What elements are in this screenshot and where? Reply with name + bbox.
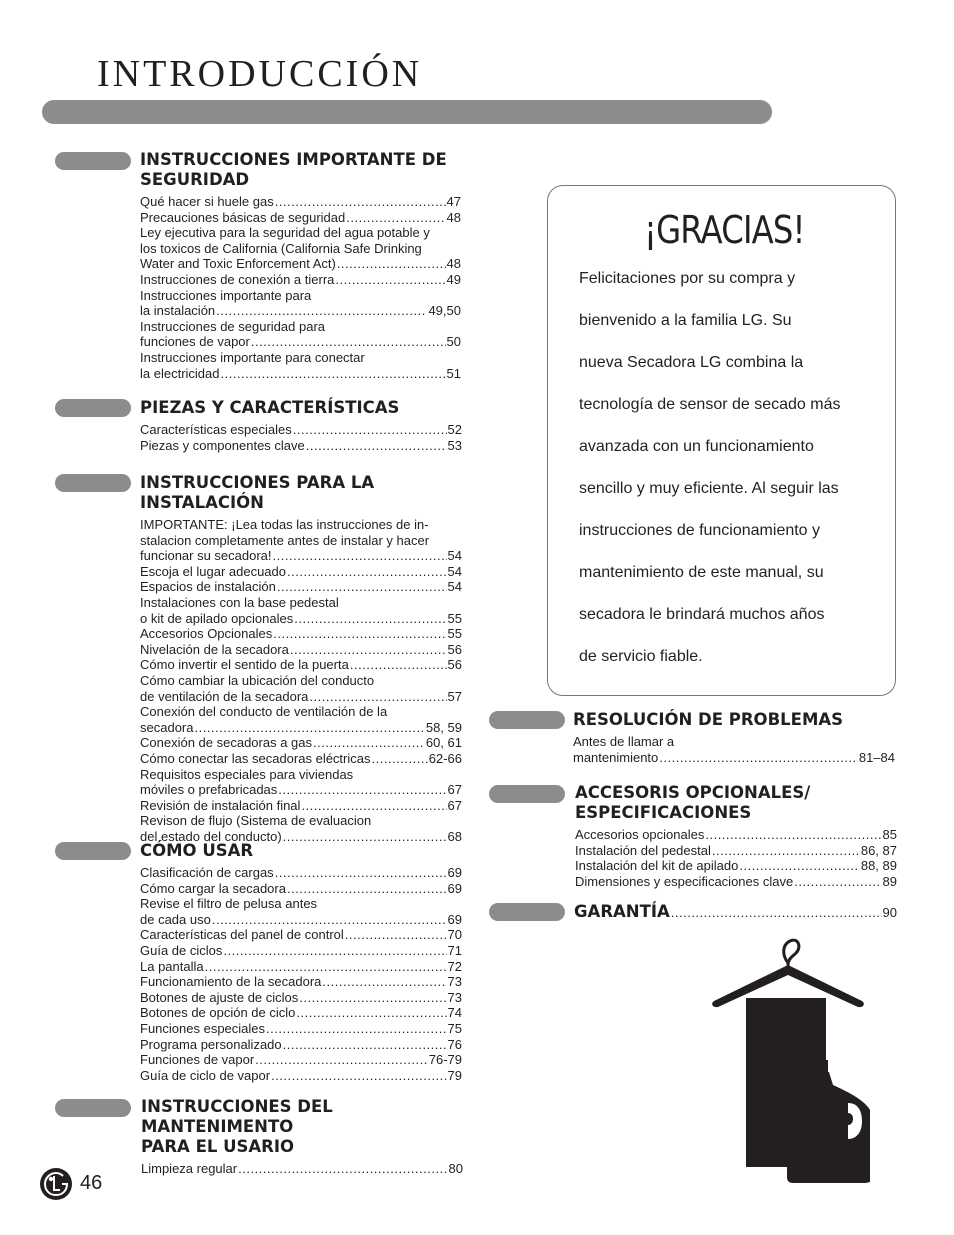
gracias-line: sencillo y muy eficiente. Al seguir las — [579, 480, 839, 497]
toc-entry — [140, 1021, 462, 1037]
toc-entry-page: 71 — [447, 942, 462, 958]
section-garantia — [574, 902, 897, 922]
leader-dots — [194, 720, 424, 736]
toc-entry-text: Conexión del conducto de ventilación de la — [140, 704, 388, 720]
toc-entry-text: Ley ejecutiva para la seguridad del agua potable y — [140, 225, 430, 241]
toc-entry — [140, 751, 462, 767]
leader-dots — [712, 843, 860, 859]
toc-entry-page: 54 — [447, 579, 462, 595]
section-title-line: CÓMO USAR — [140, 841, 254, 860]
toc-entry-page: 67 — [447, 797, 462, 813]
leader-dots — [273, 626, 446, 642]
toc-entry — [575, 843, 897, 859]
toc-entry — [573, 750, 895, 766]
toc-entry-text: Precauciones básicas de seguridad — [140, 209, 346, 225]
toc-entry-text: Botones de opción de ciclo — [140, 1005, 296, 1021]
toc-entry-text: Limpieza regular — [141, 1161, 238, 1176]
toc-entry-text: Accesorios Opcionales — [140, 626, 273, 642]
toc-list — [140, 865, 462, 1083]
toc-entry-page: 49,50 — [428, 303, 461, 319]
toc-entry-page: 88, 89 — [860, 858, 897, 874]
toc-entry-text: Funcionamiento de la secadora — [140, 974, 322, 990]
toc-entry-page: 81–84 — [858, 749, 895, 765]
leader-dots — [255, 1052, 428, 1068]
toc-entry-text: Guía de ciclos — [140, 942, 223, 958]
toc-entry-page: 67 — [447, 782, 462, 798]
leader-dots — [346, 210, 445, 226]
toc-entry-text: Instrucciones de seguridad para — [140, 318, 326, 334]
leader-dots — [299, 990, 446, 1006]
toc-entry — [140, 438, 462, 454]
toc-entry-text: Cómo cargar la secadora — [140, 880, 286, 896]
toc-entry-text: Instrucciones de conexión a tierra — [140, 271, 335, 287]
section-marker — [55, 474, 131, 492]
section-title-line: SEGURIDAD — [140, 170, 250, 189]
toc-entry — [140, 564, 462, 580]
toc-entry-page: 85 — [882, 827, 897, 842]
section-title — [140, 398, 462, 418]
leader-dots — [705, 827, 881, 843]
section-title-line: INSTRUCCIONES IMPORTANTE DE — [140, 150, 447, 169]
toc-entry-page: 49 — [446, 271, 461, 287]
toc-entry — [140, 782, 462, 798]
toc-entry-page: 48 — [446, 256, 461, 272]
leader-dots — [212, 912, 447, 928]
toc-entry-page: 48 — [446, 209, 461, 225]
section-title-line: INSTRUCCIONES PARA LA INSTALACIÓN — [140, 473, 375, 512]
toc-entry-text: Nivelación de la secadora — [140, 641, 289, 657]
toc-entry — [140, 990, 462, 1006]
toc-entry — [140, 865, 462, 881]
toc-entry-page: 57 — [447, 688, 462, 704]
section-marker — [489, 711, 565, 729]
toc-entry — [140, 881, 462, 897]
toc-entry-text: Funciones especiales — [140, 1020, 266, 1036]
toc-entry-text: del estado del conducto) — [140, 828, 282, 844]
leader-dots — [238, 1161, 447, 1177]
leader-dots — [275, 194, 446, 210]
gracias-line: bienvenido a la familia LG. Su — [579, 312, 792, 329]
toc-entry-page: 52 — [447, 422, 462, 437]
leader-dots — [306, 438, 447, 454]
leader-dots — [221, 366, 446, 382]
toc-entry-text: Características especiales — [140, 422, 292, 437]
toc-entry — [140, 1005, 462, 1021]
toc-entry-text: o kit de apilado opcionales — [140, 610, 294, 626]
leader-dots — [296, 1005, 446, 1021]
toc-entry-page: 79 — [447, 1067, 462, 1083]
toc-entry — [140, 720, 462, 736]
toc-entry-page: 70 — [447, 927, 462, 943]
toc-list — [141, 1161, 463, 1177]
toc-entry-text: Funciones de vapor — [140, 1052, 255, 1068]
toc-entry-page: 54 — [447, 548, 462, 564]
toc-entry-text: Conexión de secadoras a gas — [140, 735, 313, 751]
toc-entry-text: Instrucciones importante para conectar — [140, 349, 365, 365]
leader-dots — [266, 1021, 447, 1037]
gracias-text — [579, 258, 884, 678]
toc-list — [140, 422, 462, 453]
leader-dots — [301, 798, 446, 814]
gracias-line: mantenimiento de este manual, su — [579, 564, 824, 581]
toc-entry-page: 76 — [447, 1036, 462, 1052]
section-marker — [489, 785, 565, 803]
toc-entry — [140, 256, 461, 272]
toc-entry-text: La pantalla — [140, 958, 204, 974]
section-marker — [55, 1099, 131, 1117]
toc-entry — [140, 927, 462, 943]
toc-entry-text: la electricidad — [140, 365, 220, 381]
leader-dots — [277, 579, 447, 595]
toc-entry-text: Instrucciones importante para — [140, 287, 312, 303]
toc-entry-page: 54 — [447, 563, 462, 579]
toc-entry-text: funcionar su secadora! — [140, 548, 272, 564]
gracias-box — [547, 185, 896, 696]
leader-dots — [335, 272, 445, 288]
toc-list — [573, 734, 895, 765]
toc-entry — [140, 943, 462, 959]
toc-entry-text: IMPORTANTE: ¡Lea todas las instrucciones de in- — [140, 517, 429, 532]
toc-entry-text: mantenimiento — [573, 749, 659, 765]
gracias-heading: ¡GRACIAS! — [644, 208, 805, 252]
toc-entry-text: Dimensiones y especificaciones clave — [575, 873, 794, 889]
section-marker — [55, 842, 131, 860]
leader-dots — [293, 422, 447, 438]
section-resolucion — [573, 710, 895, 765]
toc-entry — [140, 974, 462, 990]
toc-entry — [140, 303, 461, 319]
toc-entry — [140, 422, 462, 438]
toc-entry-text: Revisión de instalación final — [140, 797, 301, 813]
toc-entry-text: Cómo conectar las secadoras eléctricas — [140, 750, 371, 766]
section-title-line: PARA EL USARIO — [141, 1137, 295, 1156]
leader-dots — [278, 782, 446, 798]
toc-entry-text: Revise el filtro de pelusa antes — [140, 896, 318, 912]
header-bar — [42, 100, 772, 124]
toc-entry — [141, 1161, 463, 1177]
toc-entry — [140, 798, 462, 814]
toc-entry-text: secadora — [140, 719, 194, 735]
leader-dots — [659, 750, 858, 766]
toc-entry — [140, 642, 462, 658]
toc-entry — [140, 366, 461, 382]
gracias-line: secadora le brindará muchos años — [579, 606, 825, 623]
toc-entry — [140, 689, 462, 705]
section-mantenimiento — [141, 1097, 463, 1177]
section-title — [141, 1097, 463, 1157]
gracias-line: avanzada con un funcionamiento — [579, 438, 814, 455]
toc-entry — [575, 874, 897, 890]
toc-entry-text: los toxicos de California (California Safe Drinking — [140, 240, 422, 256]
toc-entry — [140, 959, 462, 975]
toc-entry-text: Instalaciones con la base pedestal — [140, 594, 339, 610]
section-title-line: PIEZAS Y CARACTERÍSTICAS — [140, 398, 400, 417]
toc-entry-text: Espacios de instalación — [140, 579, 276, 595]
section-title-line: INSTRUCCIONES DEL MANTENIMENTO — [141, 1097, 333, 1136]
section-marker — [55, 152, 131, 170]
toc-entry — [140, 210, 461, 226]
leader-dots — [290, 642, 447, 658]
toc-entry — [140, 912, 462, 928]
hanger-detergent-icon — [710, 935, 870, 1185]
toc-entry-page: 75 — [447, 1020, 462, 1036]
section-title — [140, 841, 462, 861]
leader-dots — [313, 735, 425, 751]
section-title — [140, 473, 462, 513]
toc-entry-text: Guía de ciclo de vapor — [140, 1067, 271, 1083]
page-number: 46 — [80, 1172, 103, 1194]
leader-dots — [287, 881, 447, 897]
lg-logo-icon — [40, 1168, 72, 1200]
toc-entry-page: 89 — [882, 873, 897, 889]
toc-entry — [140, 1037, 462, 1053]
section-seguridad — [140, 150, 461, 381]
toc-entry — [140, 1068, 462, 1084]
leader-dots — [251, 334, 446, 350]
toc-entry-text: Antes de llamar a — [573, 734, 675, 749]
toc-entry-text: Instalación del pedestal — [575, 842, 711, 858]
gracias-line: nueva Secadora LG combina la — [579, 354, 804, 371]
toc-entry-page: 72 — [447, 958, 462, 974]
toc-entry-page: 68 — [447, 828, 462, 844]
toc-entry — [140, 735, 462, 751]
leader-dots — [345, 927, 447, 943]
toc-entry-page: 47 — [446, 194, 461, 209]
toc-entry-text: Programa personalizado — [140, 1036, 282, 1052]
toc-entry-text: Cómo cambiar la ubicación del conducto — [140, 672, 375, 688]
toc-entry-page: 58, 59 — [425, 719, 462, 735]
section-title-line: ESPECIFICACIONES — [575, 803, 752, 822]
section-title — [575, 783, 897, 823]
toc-entry-page: 50 — [446, 334, 461, 350]
leader-dots — [275, 865, 447, 881]
toc-entry-text: Cómo invertir el sentido de la puerta — [140, 657, 349, 673]
toc-list — [575, 827, 897, 889]
toc-entry-page: 76-79 — [428, 1052, 462, 1068]
toc-entry-text: Qué hacer si huele gas — [140, 194, 274, 209]
page-title: INTRODUCCIÓN — [97, 53, 423, 95]
section-marker — [55, 399, 131, 417]
leader-dots — [273, 548, 447, 564]
toc-entry-text: Accesorios opcionales — [575, 827, 705, 842]
garantia-page: 90 — [882, 905, 897, 920]
toc-entry-page: 56 — [447, 657, 462, 673]
toc-entry-text: Botones de ajuste de ciclos — [140, 989, 299, 1005]
toc-entry-text: Características del panel de control — [140, 927, 344, 943]
toc-entry-text: la instalación — [140, 303, 216, 319]
section-como-usar — [140, 841, 462, 1083]
toc-entry-text: Piezas y componentes clave — [140, 437, 305, 453]
leader-dots — [322, 974, 446, 990]
toc-entry-page: 55 — [447, 626, 462, 642]
toc-entry — [140, 626, 462, 642]
toc-entry-text: Escoja el lugar adecuado — [140, 563, 286, 579]
toc-entry — [140, 657, 462, 673]
toc-entry-page: 62-66 — [428, 750, 462, 766]
leader-dots — [671, 905, 882, 921]
leader-dots — [337, 256, 446, 272]
toc-entry — [140, 334, 461, 350]
leader-dots — [794, 874, 881, 890]
leader-dots — [216, 303, 427, 319]
leader-dots — [287, 564, 447, 580]
section-title — [140, 150, 461, 190]
gracias-line: Felicitaciones por su compra y — [579, 270, 796, 287]
section-title-line: RESOLUCIÓN DE PROBLEMAS — [573, 710, 844, 729]
toc-entry — [140, 194, 461, 210]
toc-entry-page: 80 — [448, 1161, 463, 1176]
gracias-line: de servicio fiable. — [579, 648, 703, 665]
toc-entry — [575, 858, 897, 874]
toc-entry-text: Instalación del kit de apilado — [575, 858, 739, 874]
gracias-line: instrucciones de funcionamiento y — [579, 522, 821, 539]
leader-dots — [223, 943, 446, 959]
leader-dots — [309, 689, 446, 705]
toc-entry-text: de cada uso — [140, 911, 211, 927]
toc-entry-page: 69 — [447, 865, 462, 880]
leader-dots — [350, 657, 447, 673]
toc-entry-page: 55 — [447, 610, 462, 626]
toc-entry — [140, 611, 462, 627]
leader-dots — [739, 858, 860, 874]
section-accesorios — [575, 783, 897, 889]
toc-entry-page: 60, 61 — [425, 735, 462, 751]
toc-entry — [140, 548, 462, 564]
toc-entry — [140, 579, 462, 595]
toc-entry-page: 53 — [447, 437, 462, 453]
toc-entry — [140, 1052, 462, 1068]
toc-entry-text: Requisitos especiales para viviendas — [140, 766, 354, 782]
leader-dots — [294, 611, 446, 627]
toc-entry-text: stalacion completamente antes de instalar y hacer — [140, 532, 430, 548]
toc-entry-page: 86, 87 — [860, 842, 897, 858]
toc-entry-page: 69 — [447, 911, 462, 927]
gracias-line: tecnología de sensor de secado más — [579, 396, 841, 413]
toc-entry-text: móviles o prefabricadas — [140, 782, 278, 798]
toc-list — [140, 194, 461, 381]
toc-entry-text: Clasificación de cargas — [140, 865, 274, 880]
toc-entry-page: 56 — [447, 641, 462, 657]
toc-entry-page: 69 — [447, 880, 462, 896]
toc-entry-text: Water and Toxic Enforcement Act) — [140, 256, 336, 272]
toc-entry-page: 51 — [446, 365, 461, 381]
toc-entry-page: 73 — [447, 974, 462, 990]
leader-dots — [372, 751, 428, 767]
leader-dots — [205, 959, 447, 975]
toc-entry — [140, 272, 461, 288]
toc-entry-text: funciones de vapor — [140, 334, 250, 350]
toc-list — [140, 517, 462, 844]
section-marker — [489, 903, 565, 921]
toc-entry-page: 74 — [447, 1005, 462, 1021]
leader-dots — [283, 1037, 447, 1053]
section-title-line: ACCESORIS OPCIONALES/ — [575, 783, 811, 802]
section-instalacion — [140, 473, 462, 844]
section-piezas — [140, 398, 462, 453]
section-title — [573, 710, 895, 730]
garantia-title: GARANTÍA — [574, 902, 670, 921]
toc-entry-text: Revison de flujo (Sistema de evaluacion — [140, 813, 372, 829]
leader-dots — [271, 1068, 446, 1084]
toc-entry — [575, 827, 897, 843]
toc-entry-page: 73 — [447, 989, 462, 1005]
toc-entry-text: de ventilación de la secadora — [140, 688, 309, 704]
